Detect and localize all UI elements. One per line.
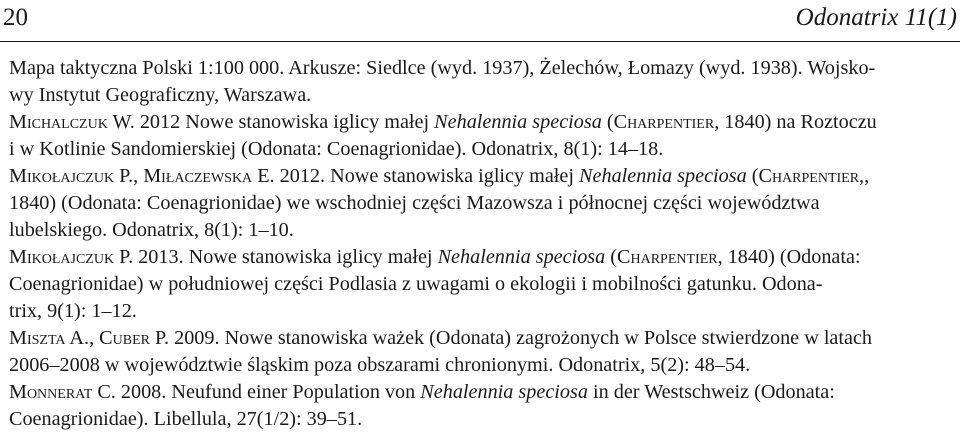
species-name: Nehalennia speciosa bbox=[434, 111, 602, 133]
reference-text: ( bbox=[601, 111, 614, 133]
species-name: Nehalennia speciosa bbox=[420, 381, 588, 403]
reference-text: in der Westschweiz (Odonata: bbox=[587, 381, 835, 403]
reference-text: 2009. Nowe stanowiska ważek (Odonata) zagrożonych w Polsce stwierdzone w latach bbox=[169, 327, 873, 349]
reference-line: i w Kotlinie Sandomierskiej (Odonata: Coenagrionidae). Odonatrix, 8(1): 14–18. bbox=[9, 138, 664, 160]
page-number: 20 bbox=[3, 4, 28, 31]
taxon-authority: Charpentier, bbox=[758, 165, 865, 187]
reference-authors: Mikołajczuk P. bbox=[9, 246, 134, 268]
species-name: Nehalennia speciosa bbox=[579, 165, 747, 187]
reference-line: wy Instytut Geograficzny, Warszawa. bbox=[9, 84, 312, 106]
reference-authors: Michalczuk W. bbox=[9, 111, 135, 133]
reference-line bbox=[9, 244, 952, 271]
reference-text: , 1840) na Roztoczu bbox=[714, 111, 877, 133]
reference-line: 2006–2008 w województwie śląskim poza obszarami chronionymi. Odonatrix, 5(2): 48–54. bbox=[9, 354, 751, 376]
reference-item bbox=[6, 163, 952, 244]
reference-text: , 1840) (Odonata: bbox=[717, 246, 861, 268]
reference-line: Coenagrionidae). Libellula, 27(1/2): 39–51. bbox=[9, 408, 363, 430]
reference-item bbox=[6, 244, 952, 325]
header-rule bbox=[0, 41, 960, 42]
reference-authors: Monnerat C. bbox=[9, 381, 116, 403]
page-header bbox=[0, 2, 960, 38]
reference-text: , bbox=[89, 327, 100, 349]
reference-authors: Cuber P. bbox=[99, 327, 170, 349]
reference-text: 2013. Nowe stanowiska iglicy małej bbox=[133, 246, 438, 268]
taxon-authority: Charpentier bbox=[617, 246, 718, 268]
reference-authors: Mikołajczuk P., Miłaczewska E. bbox=[9, 165, 275, 187]
reference-text: 2008. Neufund einer Population von bbox=[115, 381, 421, 403]
reference-item bbox=[6, 109, 952, 163]
reference-line: 1840) (Odonata: Coenagrionidae) we wschodniej części Mazowsza i północnej części województwa bbox=[9, 192, 820, 214]
reference-line: lubelskiego. Odonatrix, 8(1): 1–10. bbox=[9, 219, 294, 241]
reference-line: Mapa taktyczna Polski 1:100 000. Arkusze: Siedlce (wyd. 1937), Żelechów, Łomazy (wyd. 1938). Wojsko- bbox=[9, 57, 876, 79]
reference-text: 2012 Nowe stanowiska iglicy małej bbox=[134, 111, 435, 133]
journal-title: Odonatrix 11(1) bbox=[795, 4, 957, 31]
taxon-authority: Charpentier bbox=[613, 111, 715, 133]
reference-line bbox=[9, 163, 952, 190]
reference-authors: Miszta A. bbox=[9, 327, 90, 349]
species-name: Nehalennia speciosa bbox=[437, 246, 606, 268]
reference-text: , bbox=[864, 165, 870, 187]
reference-line: trix, 9(1): 1–12. bbox=[9, 300, 137, 322]
reference-line bbox=[9, 325, 952, 352]
reference-line: Coenagrionidae) w południowej części Podlasia z uwagami o ekologii i mobilności gatunku. Odona- bbox=[9, 273, 823, 295]
reference-item bbox=[6, 325, 952, 379]
reference-list bbox=[6, 55, 952, 433]
reference-text: 2012. Nowe stanowiska iglicy małej bbox=[274, 165, 580, 187]
reference-text: ( bbox=[605, 246, 618, 268]
reference-item bbox=[6, 55, 952, 109]
reference-line bbox=[9, 379, 952, 406]
reference-item bbox=[6, 379, 952, 433]
reference-line bbox=[9, 109, 952, 136]
reference-text: ( bbox=[746, 165, 759, 187]
